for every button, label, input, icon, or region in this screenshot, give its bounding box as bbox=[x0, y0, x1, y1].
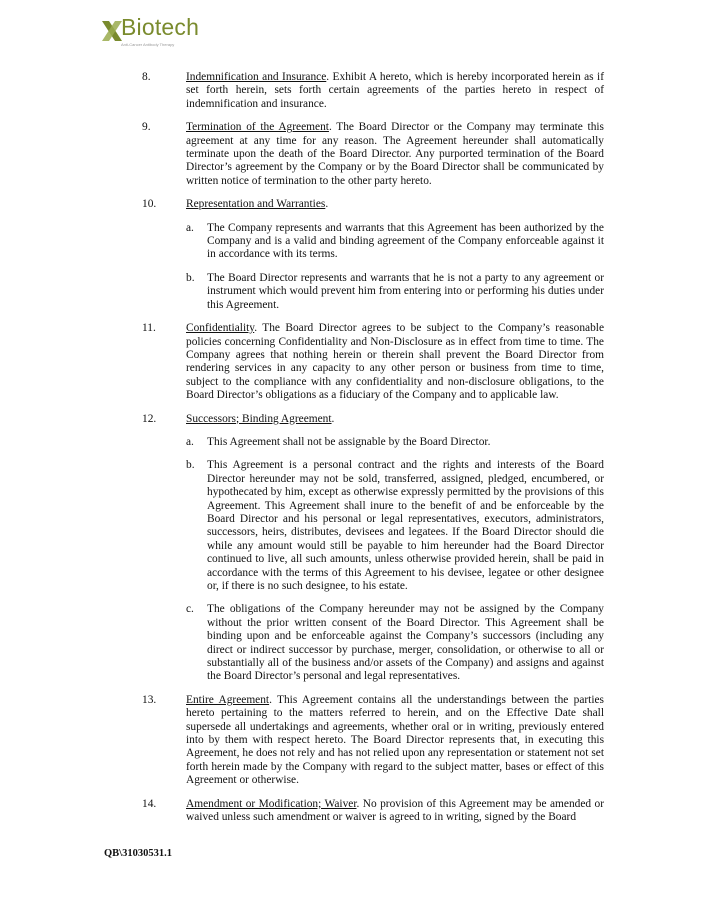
logo-wordmark: Biotech bbox=[121, 14, 200, 40]
clause-text: . This Agreement contains all the understandings between the parties hereto pertaining to the matters referred to herein, and on the Effective Date shall supersede all undertakings and agreements, whether oral or in writing, previously entered into by them with respect hereto. The Board Director represents that, in executing this Agreement, he does not rely and has not relied upon any representation or statement not set forth herein made by the Company with regard to the subject matter, bases or effect of this Agreement or otherwise. bbox=[186, 693, 604, 787]
clause-section bbox=[142, 322, 604, 402]
sub-clause-text: The Company represents and warrants that this Agreement has been authorized by the Company and is a valid and binding agreement of the Company enforceable against it in accordance with its terms. bbox=[207, 221, 604, 261]
sub-clause-label: c. bbox=[186, 603, 194, 616]
sub-clause-label: a. bbox=[186, 435, 194, 448]
sub-clause bbox=[186, 603, 604, 683]
sub-clause-list bbox=[186, 222, 604, 312]
sub-clause bbox=[186, 436, 604, 449]
sub-clause-label: a. bbox=[186, 221, 194, 234]
clause-text: . Exhibit A hereto, which is hereby incorporated herein as if set forth herein, sets forth certain agreements of the parties hereto in respect of indemnification and insurance. bbox=[186, 71, 604, 110]
sub-clause-text: The Board Director represents and warrants that he is not a party to any agreement or instrument which would prevent him from entering into or performing his duties under this Agreement. bbox=[207, 271, 604, 311]
xbiotech-x-icon bbox=[101, 20, 123, 42]
clause-text: . bbox=[325, 198, 329, 211]
sub-clause-text: This Agreement shall not be assignable by the Board Director. bbox=[207, 435, 491, 448]
clause-section bbox=[142, 121, 604, 188]
clause-section bbox=[142, 71, 604, 111]
clause-number: 14. bbox=[142, 797, 157, 810]
clause-number: 10. bbox=[142, 198, 157, 211]
clause-heading: Successors; Binding Agreement bbox=[186, 412, 332, 425]
sub-clause-list bbox=[186, 436, 604, 684]
clause-paragraph bbox=[186, 121, 604, 188]
sub-clause bbox=[186, 459, 604, 593]
company-logo bbox=[101, 14, 221, 50]
sub-clause-label: b. bbox=[186, 271, 195, 284]
clause-section bbox=[142, 413, 604, 684]
clause-paragraph bbox=[186, 798, 604, 825]
sub-clause-label: b. bbox=[186, 459, 195, 472]
clause-paragraph bbox=[186, 694, 604, 788]
sub-clause bbox=[186, 222, 604, 262]
logo-tagline: Anti-Cancer Antibody Therapy bbox=[121, 42, 175, 47]
clause-section bbox=[142, 798, 604, 825]
sub-clause bbox=[186, 272, 604, 312]
clause-text: . The Board Director agrees to be subject to the Company’s reasonable policies concerning Confidentiality and Non-Disclosure as in effect from time to time. The Company agrees that nothing herein or therein shall prevent the Board Director from rendering services in any capacity to any other person or business from time to time, subject to the compliance with any confidentiality and non-disclosure obligations, to the Board Director’s obligations as a fiduciary of the Company and to applicable law. bbox=[186, 322, 604, 402]
clause-paragraph bbox=[186, 71, 604, 111]
sub-clause-text: This Agreement is a personal contract and the rights and interests of the Board Director hereunder may not be sold, transferred, assigned, pledged, encumbered, or hypothecated by him, except as otherwise expressly permitted by the provisions of this Agreement. This Agreement shall inure to the benefit of and be enforceable by the Board Director and his personal or legal representatives, executors, administrators, successors, heirs, distributes, devisees and legatees. If the Board Director should die while any amount would still be payable to him hereunder had the Board Director continued to live, all such amounts, unless otherwise provided herein, shall be paid in accordance with the terms of this Agreement to his devisee, legatee or other designee or, if there is no such designee, to his estate. bbox=[207, 459, 604, 592]
clause-number: 12. bbox=[142, 412, 157, 425]
clause-paragraph bbox=[186, 413, 604, 426]
sub-clause-text: The obligations of the Company hereunder may not be assigned by the Company without the prior written consent of the Board Director. This Agreement shall be binding upon and be enforceable against the Company’s successors (including any direct or indirect successor by purchase, merger, consolidation, or otherwise to all or substantially all of the business and/or assets of the Company) and assigns and against the Board Director’s personal and legal representatives. bbox=[207, 603, 604, 683]
clause-section bbox=[142, 694, 604, 788]
document-id-footer: QB\31030531.1 bbox=[104, 848, 172, 859]
clause-number: 8. bbox=[142, 71, 151, 83]
clause-heading: Entire Agreement bbox=[186, 693, 270, 706]
document-body bbox=[142, 71, 604, 835]
clause-number: 11. bbox=[142, 322, 156, 335]
clause-text: . No provision of this Agreement may be amended or waived unless such amendment or waiver is agreed to in writing, signed by the Board bbox=[186, 797, 604, 824]
clause-heading: Amendment or Modification; Waiver bbox=[186, 797, 357, 810]
clause-heading: Confidentiality bbox=[186, 322, 255, 335]
clause-heading: Termination of the Agreement bbox=[186, 121, 329, 134]
clause-text: . The Board Director or the Company may terminate this agreement at any time for any reason. The Agreement hereunder shall automatically terminate upon the death of the Board Director. Any purported termination of the Board Director’s agreement by the Company or by the Board Director shall be communicated by written notice of termination to the other party hereto. bbox=[186, 121, 604, 187]
clause-text: . bbox=[331, 412, 335, 425]
clause-section bbox=[142, 198, 604, 312]
clause-heading: Indemnification and Insurance bbox=[186, 71, 327, 83]
clause-number: 9. bbox=[142, 121, 151, 134]
clause-number: 13. bbox=[142, 693, 157, 706]
clause-heading: Representation and Warranties bbox=[186, 198, 326, 211]
clause-paragraph bbox=[186, 322, 604, 402]
clause-paragraph bbox=[186, 198, 604, 211]
